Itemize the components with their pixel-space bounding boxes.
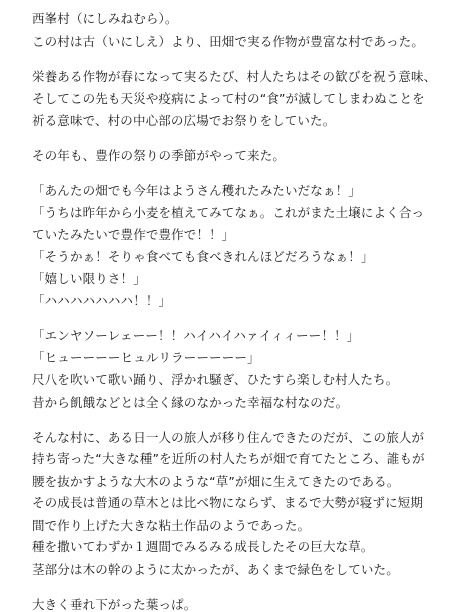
text-line: 間で作り上げた大きな粘土作品のようであった。 xyxy=(32,517,311,533)
text-line: 祈る意味で、村の中心部の広場でお祭りをしていた。 xyxy=(32,112,336,128)
text-line: その成長は普通の草木とは比べ物にならず、まるで大勢が寝ずに短期 xyxy=(32,495,424,511)
text-line: 大きく垂れ下がった葉っぱ。 xyxy=(32,597,197,612)
text-line: 「そうかぁ！そりゃ食べても食べきれんほどだろうなぁ！」 xyxy=(32,248,374,264)
text-line: 「あんたの畑でも今年はようさん穫れたみたいだなぁ！」 xyxy=(32,182,361,198)
text-line: 茎部分は木の幹のように太かったが、あくまで緑色をしていた。 xyxy=(32,561,399,577)
text-line: 西峯村（にしみねむら）。 xyxy=(32,11,178,26)
text-line: その年も、豊作の祭りの季節がやって来た。 xyxy=(32,147,286,163)
text-line: そんな村に、ある日一人の旅人が移り住んできたのだが、この旅人が xyxy=(32,429,425,445)
text-line: 昔から飢餓などとは全く縁のなかった幸福な村なのだ。 xyxy=(32,394,349,410)
text-line: 「ハハハハハハハ！！」 xyxy=(32,292,172,308)
text-line: 尺八を吹いて歌い踊り、浮かれ騒ぎ、ひたすら楽しむ村人たち。 xyxy=(32,372,399,387)
text-line: 「ヒューーーーヒュルリラーーーーー」 xyxy=(32,350,260,366)
text-line: この村は古（いにしえ）より、田畑で実る作物が豊富な村であった。 xyxy=(32,33,425,49)
text-line: 種を撒いてわずか１週間でみるみる成長したその巨大な草。 xyxy=(32,539,374,555)
text-line: 「うちは昨年から小麦を植えてみてなぁ。これがまた土壌によく合っ xyxy=(32,204,425,220)
text-line: 腰を抜かすような大木のような“草”が畑に生えてきたのである。 xyxy=(32,473,400,489)
text-line: 栄養ある作物が春になって実るたび、村人たちはその歓びを祝う意味、 xyxy=(32,68,437,84)
text-line: そしてこの先も天災や疫病によって村の“食”が滅してしまわぬことを xyxy=(32,91,425,107)
text-line: ていたみたいで豊作で豊作で！！」 xyxy=(32,227,235,242)
text-line: 「嬉しい限りさ！」 xyxy=(32,271,146,287)
text-line: 「エンヤソーレェーー！！ハイハイハァイィィーー！！」 xyxy=(32,327,360,343)
text-line: 持ち寄った“大きな種”を近所の村人たちが畑で育てたところ、誰もが xyxy=(32,451,425,467)
